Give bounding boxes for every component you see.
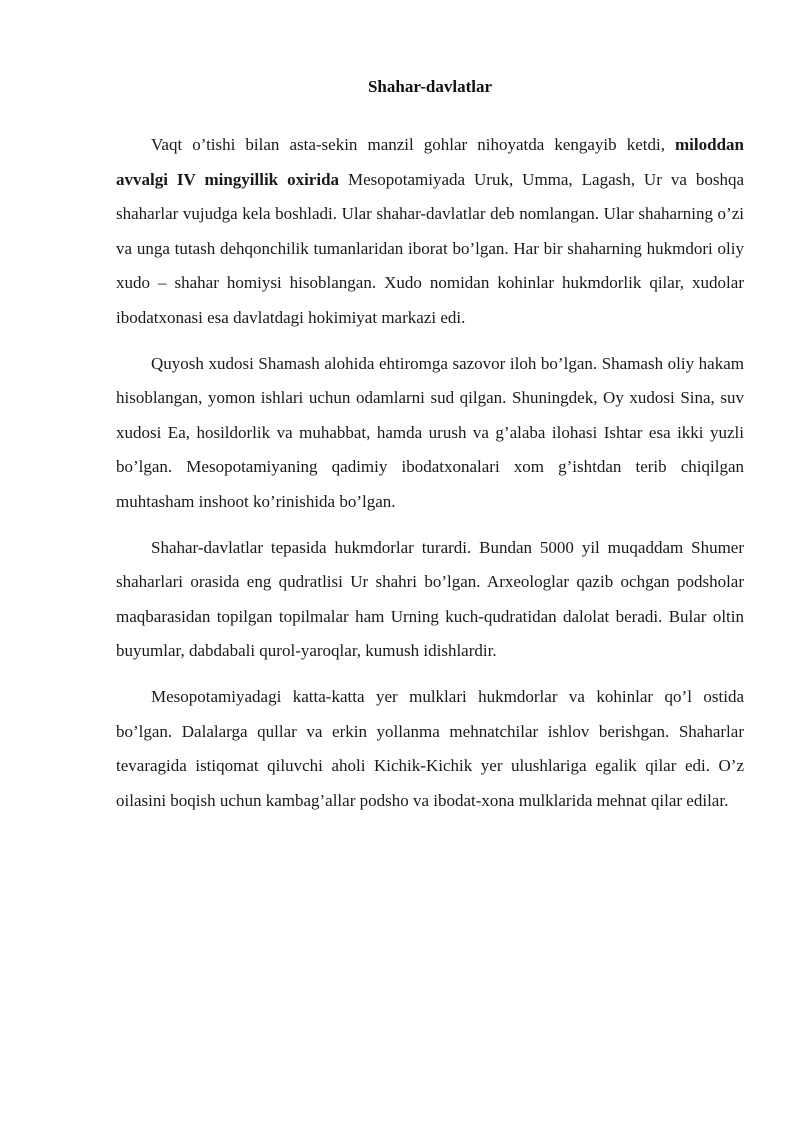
paragraph-2: Quyosh xudosi Shamash alohida ehtiromga sazovor iloh bo’lgan. Shamash oliy hakam hisoblangan, yomon ishlari uchun odamlarni sud qilgan. Shuningdek, Oy xudosi Sina, suv xudosi Ea, hosildorlik va muhabbat, hamda urush va g’alaba ilohasi Ishtar esa ikki yuzli bo’lgan. Mesopotamiyaning qadimiy ibodatxonalari xom g’ishtdan terib chiqilgan muhtasham inshoot ko’rinishida bo’lgan. xyxy=(116,353,744,511)
paragraph-1 xyxy=(116,128,744,336)
paragraph-1-bold-phrase: miloddan avvalgi IV mingyillik oxirida xyxy=(116,135,744,189)
paragraph-4: Mesopotamiyadagi katta-katta yer mulklari hukmdorlar va kohinlar qo’l ostida bo’lgan. Dalalarga qullar va erkin yollanma mehnatchilar ishlov berishgan. Shaharlar tevaragida istiqomat qiluvchi aholi Kichik-Kichik yer ulushlariga egalik qilar edi. O’z oilasini boqish uchun kambag’allar podsho va ibodat-xona mulklarida mehnat qilar edilar. xyxy=(116,686,744,810)
document-body xyxy=(116,128,744,829)
paragraph-3: Shahar-davlatlar tepasida hukmdorlar turardi. Bundan 5000 yil muqaddam Shumer shaharlari orasida eng qudratlisi Ur shahri bo’lgan. Arxeologlar qazib ochgan podsholar maqbarasidan topilgan topilmalar ham Urning kuch-qudratidan dalolat beradi. Bular oltin buyumlar, dabdabali qurol-yaroqlar, kumush idishlardir. xyxy=(116,537,744,661)
paragraph-1-text-before: Vaqt o’tishi bilan asta-sekin manzil gohlar nihoyatda kengayib ketdi, xyxy=(151,135,676,154)
page-title: Shahar-davlatlar xyxy=(367,77,493,96)
paragraph-1-text-after: Mesopotamiyada Uruk, Umma, Lagash, Ur va boshqa shaharlar vujudga kela boshladi. Ular shahar-davlatlar deb nomlangan. Ular shaharning o’zi va unga tutash dehqonchilik tumanlaridan iborat bo’lgan. Har bir shaharning hukmdori oliy xudo – shahar homiysi hisoblangan. Xudo nomidan kohinlar hukmdorlik qilar, xudolar ibodatxonasi esa davlatdagi hokimiyat markazi edi. xyxy=(116,169,744,327)
